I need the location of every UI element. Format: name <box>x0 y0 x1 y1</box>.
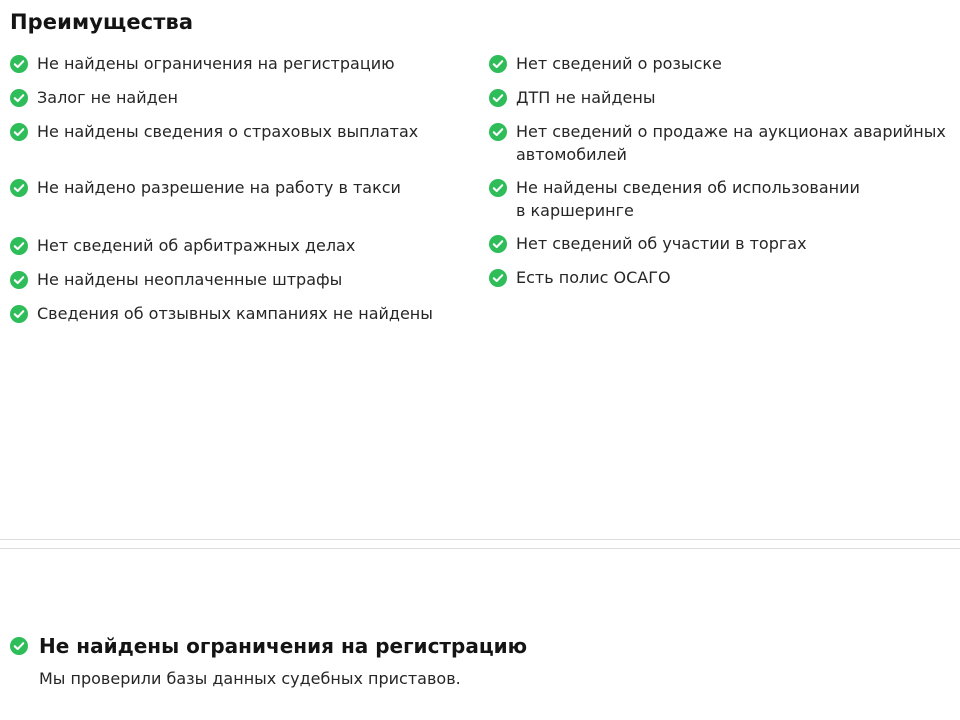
advantage-text <box>516 120 946 166</box>
check-circle-icon <box>10 637 28 655</box>
advantage-item <box>10 120 480 143</box>
check-circle-icon <box>489 123 507 141</box>
advantage-text: Не найдено разрешение на работу в такси <box>37 178 401 197</box>
advantage-item <box>489 232 959 255</box>
advantage-item <box>10 86 480 109</box>
advantage-item <box>10 52 480 75</box>
detail-block <box>10 632 910 690</box>
advantage-text <box>516 176 860 222</box>
advantage-text: Есть полис ОСАГО <box>516 268 671 287</box>
advantage-item <box>489 176 959 222</box>
check-circle-icon <box>10 305 28 323</box>
detail-header <box>10 632 910 660</box>
advantage-text: Не найдены ограничения на регистрацию <box>37 54 395 73</box>
advantage-text: Сведения об отзывных кампаниях не найдены <box>37 304 433 323</box>
advantage-text: Не найдены неоплаченные штрафы <box>37 270 343 289</box>
section-divider <box>0 539 960 549</box>
advantage-item <box>10 302 480 325</box>
section-title: Преимущества <box>10 10 194 34</box>
advantage-text: Нет сведений об арбитражных делах <box>37 236 356 255</box>
advantage-text-line: в каршеринге <box>516 201 634 220</box>
advantage-text-line: Не найдены сведения об использовании <box>516 178 860 197</box>
advantage-item <box>10 176 480 199</box>
check-circle-icon <box>10 55 28 73</box>
detail-title: Не найдены ограничения на регистрацию <box>39 634 528 658</box>
check-circle-icon <box>489 179 507 197</box>
advantage-item <box>489 120 959 166</box>
detail-description: Мы проверили базы данных судебных приставов. <box>39 669 461 688</box>
advantages-list-left <box>10 52 480 336</box>
advantage-text: Не найдены сведения о страховых выплатах <box>37 122 419 141</box>
advantage-text-line: Нет сведений о продаже на аукционах аварийных <box>516 122 946 141</box>
advantage-text-line: автомобилей <box>516 145 627 164</box>
check-circle-icon <box>489 89 507 107</box>
advantage-item <box>489 52 959 75</box>
check-circle-icon <box>10 89 28 107</box>
advantage-item <box>489 86 959 109</box>
check-circle-icon <box>489 55 507 73</box>
check-circle-icon <box>489 269 507 287</box>
check-circle-icon <box>10 123 28 141</box>
advantage-item <box>10 268 480 291</box>
advantage-item <box>10 234 480 257</box>
check-circle-icon <box>489 235 507 253</box>
advantage-text: Залог не найден <box>37 88 178 107</box>
check-circle-icon <box>10 271 28 289</box>
advantages-list-right <box>489 52 959 300</box>
check-circle-icon <box>10 237 28 255</box>
check-circle-icon <box>10 179 28 197</box>
advantage-text: Нет сведений об участии в торгах <box>516 234 807 253</box>
advantage-item <box>489 266 959 289</box>
advantage-text: ДТП не найдены <box>516 88 656 107</box>
advantage-text: Нет сведений о розыске <box>516 54 722 73</box>
